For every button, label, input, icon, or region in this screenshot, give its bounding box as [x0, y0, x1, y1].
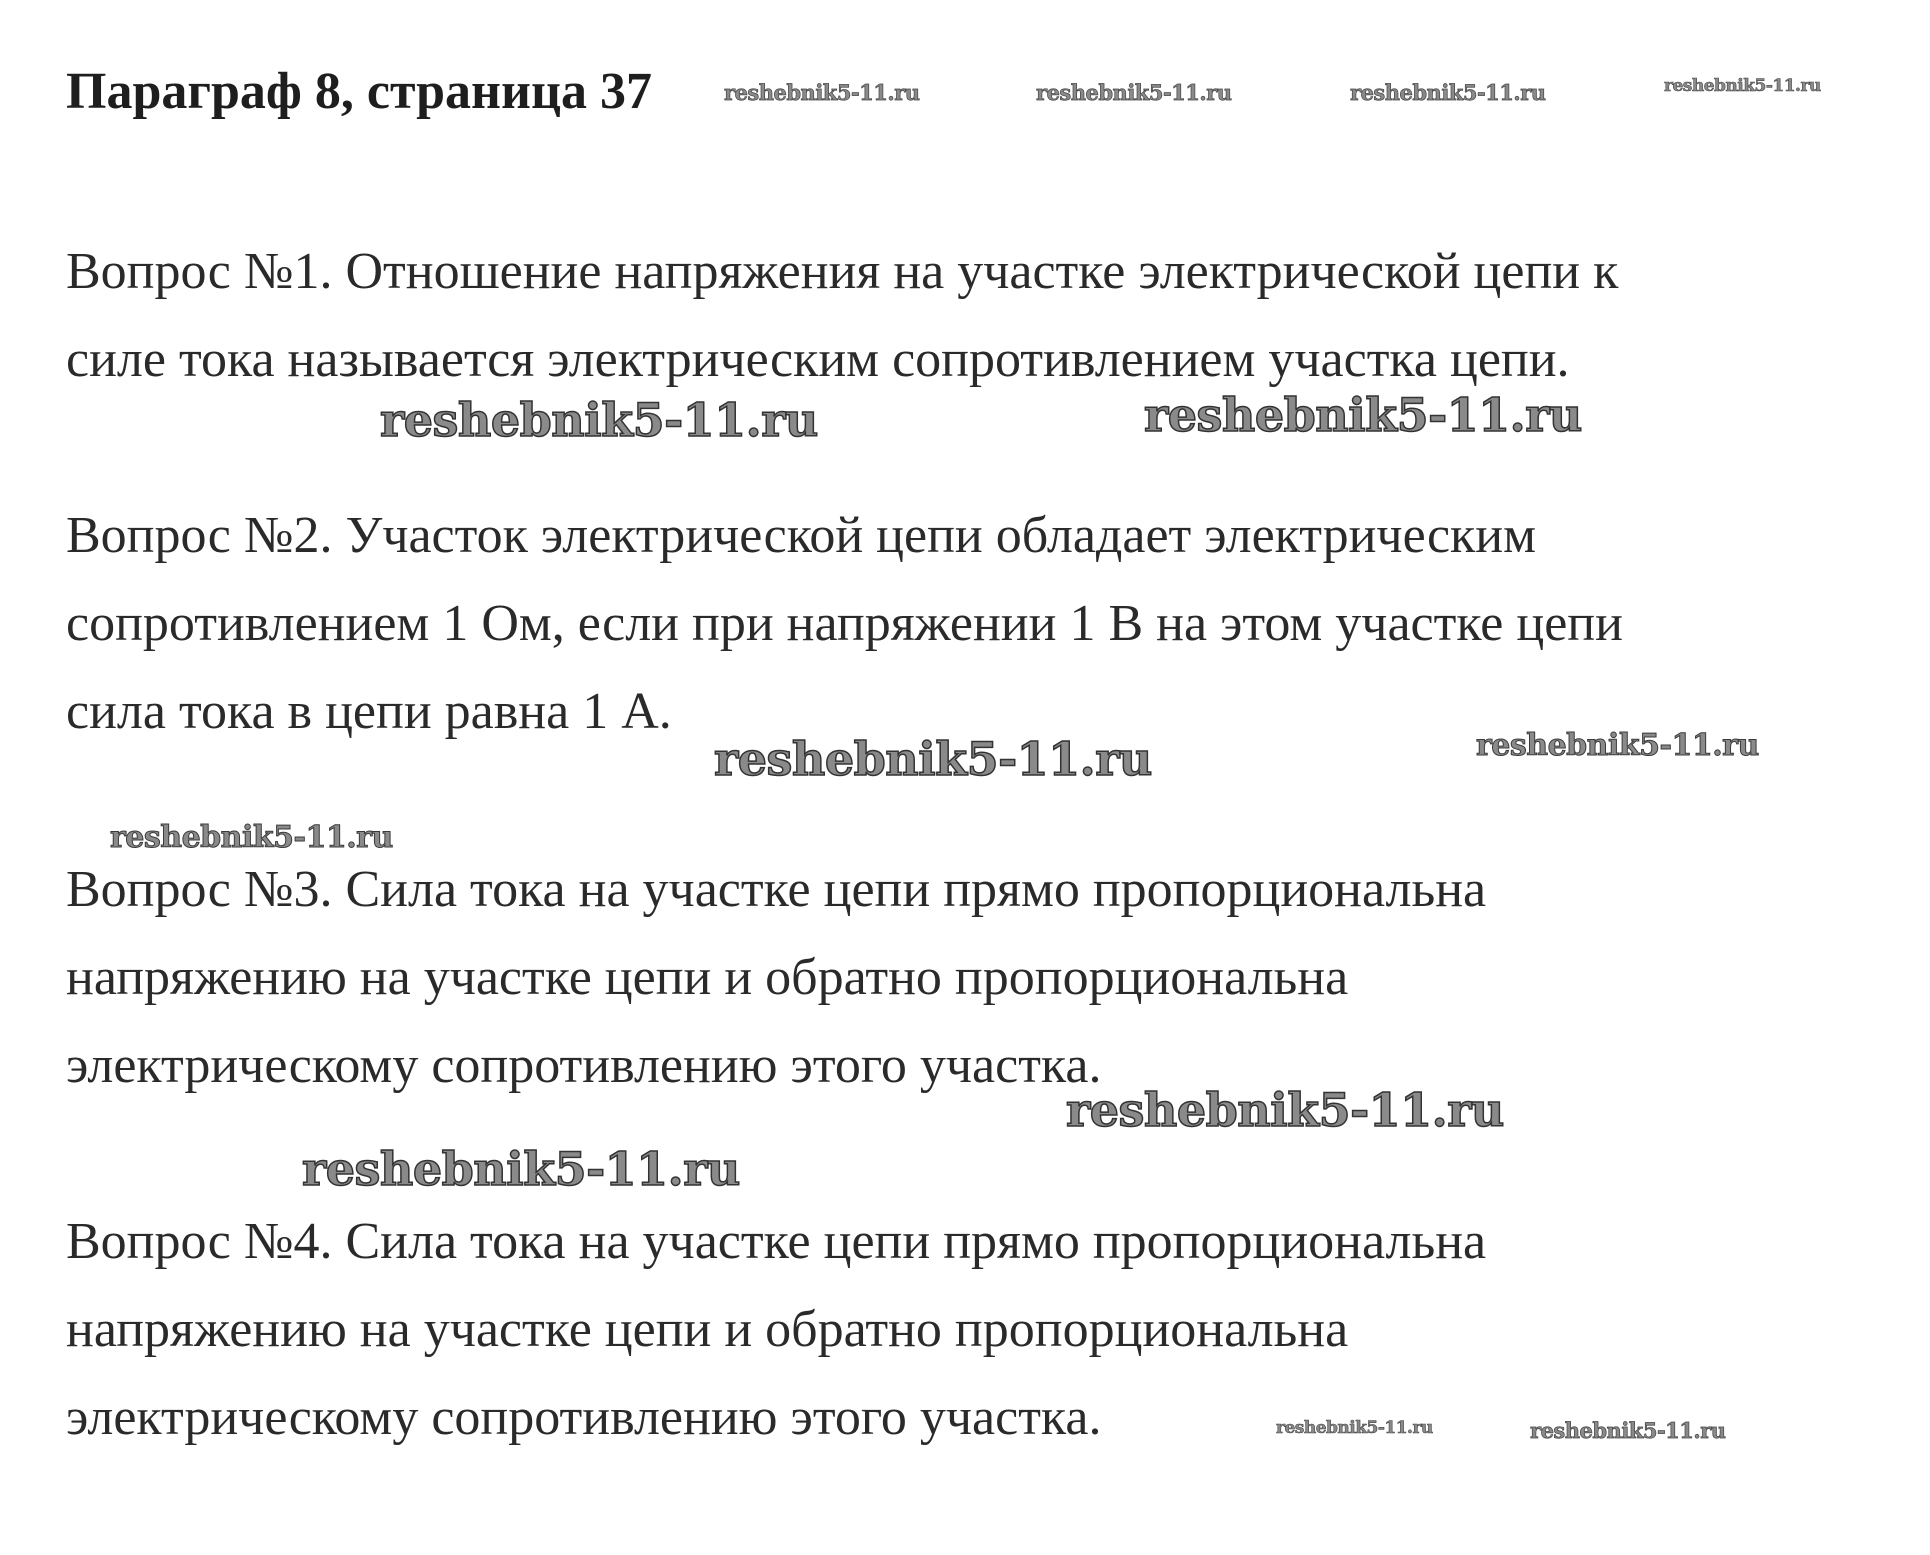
question-2: [66, 492, 1866, 756]
question-4-line-3: электрическому сопротивлению этого участка.: [66, 1389, 1102, 1446]
watermark: reshebnik5-11.ru: [1276, 1418, 1433, 1438]
watermark: reshebnik5-11.ru: [302, 1142, 740, 1196]
watermark: reshebnik5-11.ru: [110, 820, 393, 855]
question-1-line-1: Вопрос №1. Отношение напряжения на участке электрической цепи к: [66, 243, 1619, 300]
watermark: reshebnik5-11.ru: [1664, 76, 1821, 96]
watermark: reshebnik5-11.ru: [714, 732, 1152, 786]
watermark: reshebnik5-11.ru: [724, 80, 920, 105]
question-1: [66, 228, 1866, 404]
watermark: reshebnik5-11.ru: [1476, 728, 1759, 763]
watermark: reshebnik5-11.ru: [380, 393, 818, 447]
question-2-line-2: сопротивлением 1 Ом, если при напряжении 1 В на этом участке цепи: [66, 595, 1623, 652]
question-4-line-2: напряжению на участке цепи и обратно пропорциональна: [66, 1301, 1349, 1358]
page-title: Параграф 8, страница 37: [66, 63, 652, 120]
question-3: [66, 846, 1866, 1110]
question-1-line-2: силе тока называется электрическим сопротивлением участка цепи.: [66, 331, 1570, 388]
question-3-line-2: напряжению на участке цепи и обратно пропорциональна: [66, 949, 1349, 1006]
watermark: reshebnik5-11.ru: [1036, 80, 1232, 105]
question-3-line-3: электрическому сопротивлению этого участка.: [66, 1037, 1102, 1094]
question-2-line-3: сила тока в цепи равна 1 А.: [66, 683, 672, 740]
question-3-line-1: Вопрос №3. Сила тока на участке цепи прямо пропорциональна: [66, 861, 1487, 918]
watermark: reshebnik5-11.ru: [1530, 1418, 1726, 1443]
question-2-line-1: Вопрос №2. Участок электрической цепи обладает электрическим: [66, 507, 1537, 564]
watermark: reshebnik5-11.ru: [1144, 388, 1582, 442]
watermark: reshebnik5-11.ru: [1350, 80, 1546, 105]
watermark: reshebnik5-11.ru: [1066, 1083, 1504, 1137]
question-4-line-1: Вопрос №4. Сила тока на участке цепи прямо пропорциональна: [66, 1213, 1487, 1270]
